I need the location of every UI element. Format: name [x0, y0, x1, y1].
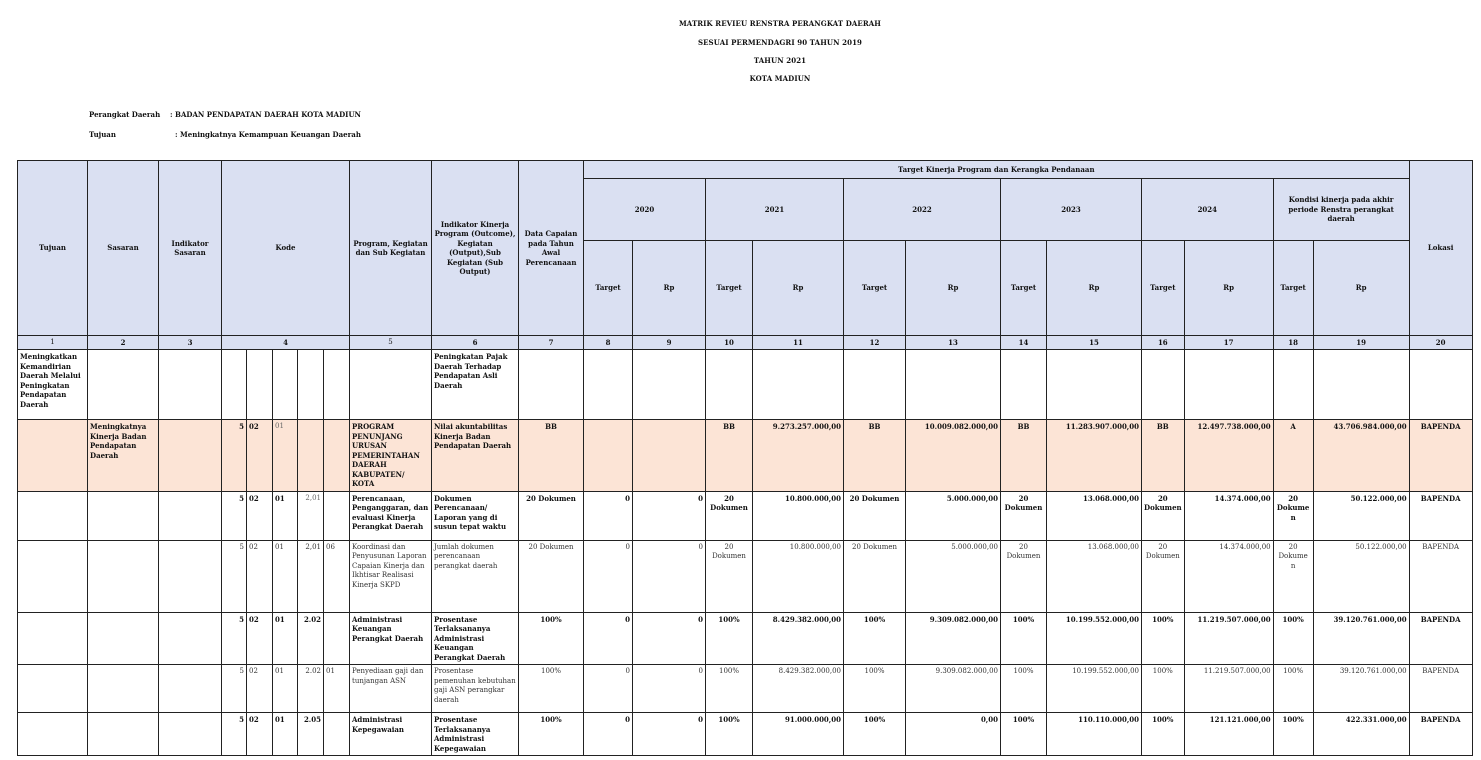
header-indikator-sasaran: Indikator Sasaran — [159, 161, 222, 336]
cell-target-2021 — [706, 350, 753, 420]
cell-kode-2: 02 — [247, 420, 273, 492]
header-year-2023: 2023 — [1001, 179, 1142, 241]
cell-rp-2024 — [1184, 350, 1273, 420]
cell-rp-2022: 10.009.082.000,00 — [906, 420, 1001, 492]
cell-rp-2020 — [633, 350, 706, 420]
header-program: Program, Kegiatan dan Sub Kegiatan — [350, 161, 432, 336]
cell-target-2022: 20 Dokumen — [844, 540, 906, 612]
cell-capaian: 20 Dokumen — [519, 540, 584, 612]
header-year-2021: 2021 — [706, 179, 844, 241]
cell-rp-kondisi — [1313, 350, 1409, 420]
cell-kode-1: 5 — [222, 491, 247, 540]
header-kondisi: Kondisi kinerja pada akhir periode Renstra perangkat daerah — [1273, 179, 1409, 241]
cell-tujuan — [18, 420, 88, 492]
cell-rp-2021 — [753, 350, 844, 420]
cell-sasaran — [88, 491, 159, 540]
cell-rp-kondisi: 39.120.761.000,00 — [1313, 665, 1409, 713]
cell-target-2023: 20 Dokumen — [1001, 491, 1047, 540]
cell-kode-2: 02 — [247, 491, 273, 540]
cell-target-kondisi: 100% — [1273, 713, 1313, 756]
cell-rp-2020: 0 — [633, 665, 706, 713]
table-row-tujuan — [18, 350, 1473, 420]
cell-target-2020: 0 — [584, 612, 633, 665]
cell-capaian — [519, 350, 584, 420]
cell-rp-kondisi: 43.706.984.000,00 — [1313, 420, 1409, 492]
perangkat-label: Perangkat Daerah — [89, 110, 161, 119]
cell-target-2023: 20 Dokumen — [1001, 540, 1047, 612]
cell-target-2020: 0 — [584, 540, 633, 612]
cell-rp-2024: 14.374.000,00 — [1184, 491, 1273, 540]
cell-rp-2021: 9.273.257.000,00 — [753, 420, 844, 492]
cell-target-2020: 0 — [584, 713, 633, 756]
cell-kode-4 — [298, 350, 324, 420]
cell-program: Penyediaan gaji dan tunjangan ASN — [350, 665, 432, 713]
cell-rp-kondisi: 422.331.000,00 — [1313, 713, 1409, 756]
cell-kode-5 — [324, 491, 350, 540]
cell-rp-2022: 5.000.000,00 — [906, 540, 1001, 612]
cell-rp-2021: 8.429.382.000,00 — [753, 612, 844, 665]
cell-rp-2021: 10.800.000,00 — [753, 540, 844, 612]
header-tujuan: Tujuan — [18, 161, 88, 336]
cell-tujuan — [18, 612, 88, 665]
cell-indikator: Jumlah dokumen perencanaan perangkat daerah — [432, 540, 519, 612]
cell-rp-kondisi: 50.122.000,00 — [1313, 540, 1409, 612]
cell-indikator-sasaran — [159, 612, 222, 665]
cell-sasaran — [88, 540, 159, 612]
cell-rp-2023: 13.068.000,00 — [1047, 540, 1142, 612]
cell-kode-3: 01 — [273, 540, 298, 612]
cell-program: Perencanaan, Penganggaran, dan evaluasi Kinerja Perangkat Daerah — [350, 491, 432, 540]
cell-lokasi: BAPENDA — [1409, 420, 1472, 492]
cell-target-kondisi: 20 Dokume n — [1273, 540, 1313, 612]
cell-kode-1: 5 — [222, 665, 247, 713]
cell-kode-1: 5 — [222, 540, 247, 612]
cell-kode-1: 5 — [222, 420, 247, 492]
cell-rp-2021: 8.429.382.000,00 — [753, 665, 844, 713]
cell-indikator: Prosentase pemenuhan kebutuhan gaji ASN perangkar daerah — [432, 665, 519, 713]
header-rp: Rp — [633, 241, 706, 336]
cell-sasaran — [88, 612, 159, 665]
cell-kode-3: 01 — [273, 612, 298, 665]
header-target: Target — [1001, 241, 1047, 336]
cell-capaian: 100% — [519, 612, 584, 665]
cell-target-2021: 20 Dokumen — [706, 491, 753, 540]
header-year-2022: 2022 — [844, 179, 1001, 241]
cell-indikator-sasaran — [159, 540, 222, 612]
col-number: 18 — [1273, 336, 1313, 350]
table-row-program — [18, 420, 1473, 492]
cell-target-2020: 0 — [584, 665, 633, 713]
header-year-2024: 2024 — [1142, 179, 1274, 241]
cell-kode-1: 5 — [222, 612, 247, 665]
cell-tujuan — [18, 540, 88, 612]
cell-target-2021: 100% — [706, 665, 753, 713]
col-number: 4 — [222, 336, 350, 350]
cell-indikator-sasaran — [159, 420, 222, 492]
renstra-matrix-table — [17, 160, 1473, 756]
cell-target-2023 — [1001, 350, 1047, 420]
cell-rp-2021: 91.000.000,00 — [753, 713, 844, 756]
cell-target-2022: 100% — [844, 612, 906, 665]
cell-target-2024: 100% — [1142, 713, 1185, 756]
cell-program: Koordinasi dan Penyusunan Laporan Capaian Kinerja dan Ikhtisar Realisasi Kinerja SKPD — [350, 540, 432, 612]
cell-kode-5: 01 — [324, 665, 350, 713]
table-row-kegiatan — [18, 612, 1473, 665]
cell-indikator: Prosentase Terlaksananya Administrasi Kepegawaian — [432, 713, 519, 756]
cell-kode-1: 5 — [222, 713, 247, 756]
cell-rp-2022 — [906, 350, 1001, 420]
cell-rp-2022: 0,00 — [906, 713, 1001, 756]
col-number: 2 — [88, 336, 159, 350]
cell-rp-2022: 9.309.082.000,00 — [906, 665, 1001, 713]
header-target-group: Target Kinerja Program dan Kerangka Pendanaan — [584, 161, 1410, 179]
cell-target-2022: 20 Dokumen — [844, 491, 906, 540]
cell-target-2023: 100% — [1001, 713, 1047, 756]
header-target: Target — [584, 241, 633, 336]
cell-kode-5 — [324, 612, 350, 665]
cell-capaian: BB — [519, 420, 584, 492]
cell-indikator: Peningkatan Pajak Daerah Terhadap Pendapatan Asli Daerah — [432, 350, 519, 420]
doc-title-2: SESUAI PERMENDAGRI 90 TAHUN 2019 — [697, 38, 863, 47]
cell-target-2024: BB — [1142, 420, 1185, 492]
header-data-capaian: Data Capaian pada Tahun Awal Perencanaan — [519, 161, 584, 336]
cell-rp-2024: 11.219.507.000,00 — [1184, 665, 1273, 713]
cell-target-kondisi: 100% — [1273, 665, 1313, 713]
cell-tujuan — [18, 713, 88, 756]
cell-kode-2: 02 — [247, 713, 273, 756]
cell-kode-2: 02 — [247, 665, 273, 713]
cell-target-2020 — [584, 350, 633, 420]
tujuan-label: Tujuan — [89, 130, 116, 139]
cell-rp-2022: 9.309.082.000,00 — [906, 612, 1001, 665]
col-number: 13 — [906, 336, 1001, 350]
cell-rp-2023: 10.199.552.000,00 — [1047, 612, 1142, 665]
doc-title-1: MATRIK REVIEU RENSTRA PERANGKAT DAERAH — [678, 19, 882, 28]
cell-kode-4: 2.02 — [298, 665, 324, 713]
header-year-2020: 2020 — [584, 179, 706, 241]
col-number: 20 — [1409, 336, 1472, 350]
cell-rp-2020: 0 — [633, 612, 706, 665]
cell-rp-2020: 0 — [633, 491, 706, 540]
header-rp: Rp — [1313, 241, 1409, 336]
cell-target-2022: 100% — [844, 713, 906, 756]
cell-target-2021: 100% — [706, 612, 753, 665]
col-number: 9 — [633, 336, 706, 350]
col-number: 7 — [519, 336, 584, 350]
header-rp: Rp — [1184, 241, 1273, 336]
cell-sasaran — [88, 350, 159, 420]
cell-indikator: Dokumen Perencanaan/ Laporan yang di susun tepat waktu — [432, 491, 519, 540]
cell-kode-2: 02 — [247, 612, 273, 665]
cell-target-2022: 100% — [844, 665, 906, 713]
cell-kode-2: 02 — [247, 540, 273, 612]
col-number: 15 — [1047, 336, 1142, 350]
col-number: 5 — [350, 336, 432, 350]
cell-kode-4: 2,01 — [298, 540, 324, 612]
cell-target-2021: 100% — [706, 713, 753, 756]
cell-target-2024: 20 Dokumen — [1142, 540, 1185, 612]
cell-target-kondisi: 20 Dokume n — [1273, 491, 1313, 540]
cell-capaian: 100% — [519, 713, 584, 756]
col-number: 11 — [753, 336, 844, 350]
cell-lokasi: BAPENDA — [1409, 665, 1472, 713]
cell-kode-5 — [324, 420, 350, 492]
perangkat-value: : BADAN PENDAPATAN DAERAH KOTA MADIUN — [170, 110, 361, 119]
cell-kode-5 — [324, 350, 350, 420]
cell-lokasi: BAPENDA — [1409, 540, 1472, 612]
header-rp: Rp — [753, 241, 844, 336]
cell-kode-3 — [273, 350, 298, 420]
cell-kode-3: 01 — [273, 665, 298, 713]
cell-target-2022: BB — [844, 420, 906, 492]
cell-capaian: 20 Dokumen — [519, 491, 584, 540]
cell-indikator-sasaran — [159, 491, 222, 540]
col-number: 17 — [1184, 336, 1273, 350]
cell-lokasi: BAPENDA — [1409, 713, 1472, 756]
tujuan-value: : Meningkatnya Kemampuan Keuangan Daerah — [175, 130, 361, 139]
table-row-kegiatan — [18, 491, 1473, 540]
cell-kode-5 — [324, 713, 350, 756]
cell-kode-3: 01 — [273, 420, 298, 492]
header-target: Target — [706, 241, 753, 336]
cell-program — [350, 350, 432, 420]
cell-indikator: Prosentase Terlaksananya Administrasi Keuangan Perangkat Daerah — [432, 612, 519, 665]
header-rp: Rp — [1047, 241, 1142, 336]
cell-kode-4 — [298, 420, 324, 492]
header-sasaran: Sasaran — [88, 161, 159, 336]
cell-rp-kondisi: 50.122.000,00 — [1313, 491, 1409, 540]
cell-rp-2023 — [1047, 350, 1142, 420]
doc-title-3: TAHUN 2021 — [753, 56, 807, 65]
header-target: Target — [1142, 241, 1185, 336]
cell-kode-3: 01 — [273, 491, 298, 540]
col-number: 6 — [432, 336, 519, 350]
cell-rp-kondisi: 39.120.761.000,00 — [1313, 612, 1409, 665]
header-kode: Kode — [222, 161, 350, 336]
cell-rp-2021: 10.800.000,00 — [753, 491, 844, 540]
cell-indikator-sasaran — [159, 713, 222, 756]
col-number: 8 — [584, 336, 633, 350]
cell-kode-1 — [222, 350, 247, 420]
cell-target-2020: 0 — [584, 491, 633, 540]
cell-target-2020 — [584, 420, 633, 492]
cell-indikator: Nilai akuntabilitas Kinerja Badan Pendapatan Daerah — [432, 420, 519, 492]
header-target: Target — [1273, 241, 1313, 336]
cell-rp-2024: 14.374.000,00 — [1184, 540, 1273, 612]
cell-target-2023: BB — [1001, 420, 1047, 492]
cell-rp-2024: 12.497.738.000,00 — [1184, 420, 1273, 492]
header-lokasi: Lokasi — [1409, 161, 1472, 336]
cell-rp-2023: 11.283.907.000,00 — [1047, 420, 1142, 492]
cell-target-kondisi: A — [1273, 420, 1313, 492]
table-row-sub-kegiatan — [18, 540, 1473, 612]
table-row-kegiatan — [18, 713, 1473, 756]
cell-indikator-sasaran — [159, 665, 222, 713]
cell-tujuan: Meningkatkan Kemandirian Daerah Melalui Peningkatan Pendapatan Daerah — [18, 350, 88, 420]
cell-tujuan — [18, 491, 88, 540]
cell-sasaran — [88, 665, 159, 713]
cell-lokasi: BAPENDA — [1409, 491, 1472, 540]
cell-target-2021: 20 Dokumen — [706, 540, 753, 612]
header-target: Target — [844, 241, 906, 336]
col-number: 16 — [1142, 336, 1185, 350]
cell-rp-2022: 5.000.000,00 — [906, 491, 1001, 540]
header-rp: Rp — [906, 241, 1001, 336]
cell-target-2024: 20 Dokumen — [1142, 491, 1185, 540]
cell-target-2023: 100% — [1001, 612, 1047, 665]
cell-rp-2024: 11.219.507.000,00 — [1184, 612, 1273, 665]
cell-target-2024: 100% — [1142, 665, 1185, 713]
col-number: 19 — [1313, 336, 1409, 350]
cell-target-2024 — [1142, 350, 1185, 420]
cell-lokasi — [1409, 350, 1472, 420]
cell-target-kondisi: 100% — [1273, 612, 1313, 665]
cell-kode-4: 2.05 — [298, 713, 324, 756]
cell-target-2021: BB — [706, 420, 753, 492]
cell-rp-2023: 10.199.552.000,00 — [1047, 665, 1142, 713]
cell-indikator-sasaran — [159, 350, 222, 420]
cell-rp-2023: 110.110.000,00 — [1047, 713, 1142, 756]
cell-rp-2020: 0 — [633, 713, 706, 756]
cell-rp-2023: 13.068.000,00 — [1047, 491, 1142, 540]
header-indikator-kinerja: Indikator Kinerja Program (Outcome), Kegiatan (Output),Sub Kegiatan (Sub Output) — [432, 161, 519, 336]
cell-target-kondisi — [1273, 350, 1313, 420]
cell-rp-2020: 0 — [633, 540, 706, 612]
cell-kode-4: 2.02 — [298, 612, 324, 665]
cell-rp-2020 — [633, 420, 706, 492]
col-number: 12 — [844, 336, 906, 350]
cell-sasaran: Meningkatnya Kinerja Badan Pendapatan Daerah — [88, 420, 159, 492]
table-row-sub-kegiatan — [18, 665, 1473, 713]
cell-kode-3: 01 — [273, 713, 298, 756]
col-number: 1 — [18, 336, 88, 350]
cell-target-2022 — [844, 350, 906, 420]
cell-lokasi: BAPENDA — [1409, 612, 1472, 665]
cell-program: Administrasi Kepegawaian — [350, 713, 432, 756]
cell-program: Administrasi Keuangan Perangkat Daerah — [350, 612, 432, 665]
doc-title-4: KOTA MADIUN — [749, 74, 811, 83]
cell-rp-2024: 121.121.000,00 — [1184, 713, 1273, 756]
col-number: 3 — [159, 336, 222, 350]
col-number: 10 — [706, 336, 753, 350]
col-number: 14 — [1001, 336, 1047, 350]
cell-target-2024: 100% — [1142, 612, 1185, 665]
cell-capaian: 100% — [519, 665, 584, 713]
cell-kode-2 — [247, 350, 273, 420]
cell-kode-4: 2,01 — [298, 491, 324, 540]
cell-kode-5: 06 — [324, 540, 350, 612]
cell-target-2023: 100% — [1001, 665, 1047, 713]
cell-tujuan — [18, 665, 88, 713]
cell-program: PROGRAM PENUNJANG URUSAN PEMERINTAHAN DAERAH KABUPATEN/ KOTA — [350, 420, 432, 492]
cell-sasaran — [88, 713, 159, 756]
